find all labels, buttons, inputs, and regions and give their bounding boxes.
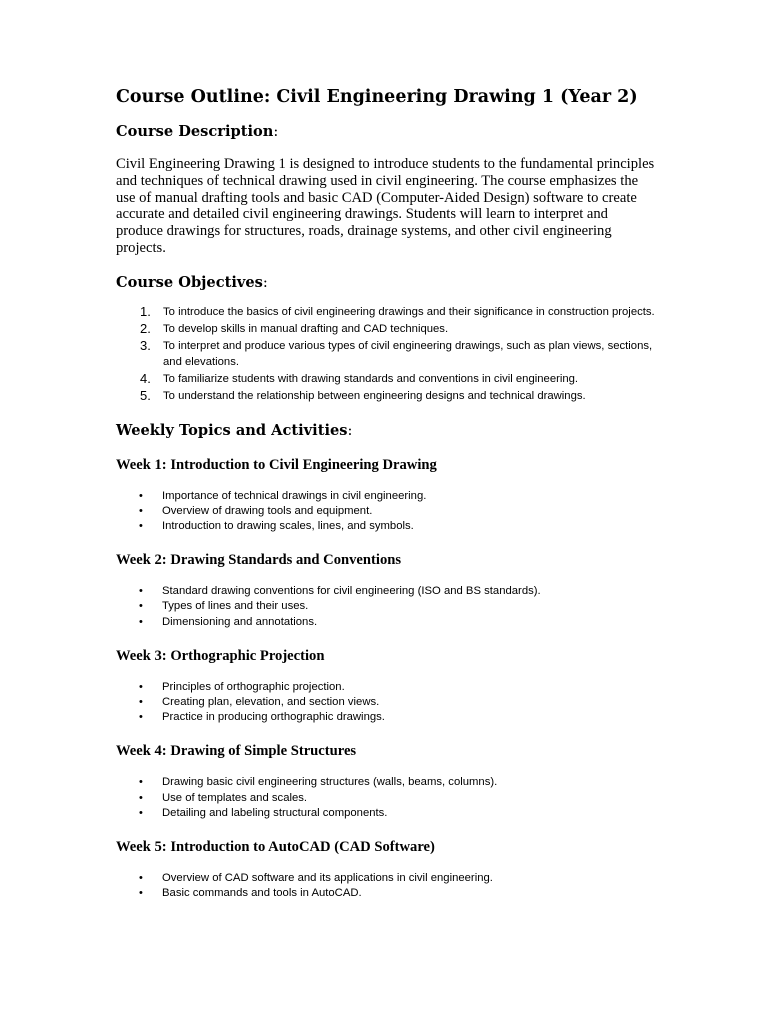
document-content [116, 86, 656, 901]
list-item [116, 775, 656, 790]
objective-item [116, 339, 656, 370]
list-item [116, 710, 656, 725]
topic-text: Overview of drawing tools and equipment. [162, 504, 373, 517]
list-item [116, 489, 656, 504]
week-5-title: Week 5: Introduction to AutoCAD (CAD Software) [116, 839, 435, 855]
topic-text: Introduction to drawing scales, lines, and symbols. [162, 519, 414, 532]
week-4-title: Week 4: Drawing of Simple Structures [116, 743, 357, 760]
topic-text: Principles of orthographic projection. [162, 680, 345, 693]
topic-text: Overview of CAD software and its applications in civil engineering. [162, 872, 493, 884]
bullet-icon: • [139, 504, 143, 517]
week-3-topics [116, 680, 656, 726]
objective-number: 4. [140, 370, 151, 386]
week-2-title: Week 2: Drawing Standards and Conventions [116, 552, 402, 569]
bullet-icon: • [139, 615, 143, 628]
objective-item [116, 389, 656, 404]
list-item [116, 599, 656, 614]
page-title: Course Outline: Civil Engineering Drawing 1 (Year 2) [116, 87, 638, 107]
topic-text: Detailing and labeling structural components. [162, 806, 388, 819]
bullet-icon: • [139, 806, 143, 819]
bullet-icon: • [139, 680, 143, 693]
topic-text: Use of templates and scales. [162, 791, 308, 804]
list-item [116, 806, 656, 821]
objective-text: To understand the relationship between engineering designs and technical drawings. [163, 390, 586, 403]
list-item [116, 584, 656, 599]
week-4-topics [116, 775, 656, 821]
description-heading: Course Description: [116, 123, 279, 140]
list-item [116, 504, 656, 519]
objectives-list [116, 305, 656, 405]
week-3-title: Week 3: Orthographic Projection [116, 647, 325, 664]
topic-text: Importance of technical drawings in civil engineering. [162, 489, 427, 502]
description-text: Civil Engineering Drawing 1 is designed to introduce students to the fundamental principles and techniques of technical drawing used in civil engineering. The course emphasizes the use of manual drafting tools and basic CAD (Computer-Aided Design) software to create accurate and detailed civil engineering drawings. Students will learn to interpret and produce drawings for structures, roads, drainage systems, and other civil engineering projects. [116, 156, 655, 256]
objective-text: To interpret and produce various types of civil engineering drawings, such as plan views, sections, and elevations. [163, 340, 653, 368]
topic-text: Creating plan, elevation, and section views. [162, 695, 380, 708]
bullet-icon: • [139, 585, 143, 598]
topic-text: Practice in producing orthographic drawings. [162, 711, 385, 724]
topic-text: Basic commands and tools in AutoCAD. [162, 887, 362, 900]
bullet-icon: • [139, 600, 143, 613]
bullet-icon: • [139, 887, 143, 900]
objective-item [116, 305, 656, 320]
topic-text: Drawing basic civil engineering structures (walls, beams, columns). [162, 776, 498, 789]
weekly-heading: Weekly Topics and Activities: [116, 421, 353, 439]
objective-text: To familiarize students with drawing standards and conventions in civil engineering. [163, 372, 579, 385]
topic-text: Dimensioning and annotations. [162, 615, 318, 628]
bullet-icon: • [139, 872, 143, 884]
description-heading-text: Course Description [116, 123, 274, 140]
bullet-icon: • [139, 519, 143, 532]
objectives-heading-text: Course Objectives [116, 273, 263, 291]
topic-text: Types of lines and their uses. [162, 600, 309, 613]
objective-text: To introduce the basics of civil engineering drawings and their significance in construction projects. [163, 305, 655, 318]
list-item [116, 791, 656, 806]
week-1-topics [116, 489, 656, 535]
objectives-heading: Course Objectives: [116, 273, 268, 291]
week-2-topics [116, 584, 656, 630]
bullet-icon: • [139, 489, 143, 502]
list-item [116, 886, 656, 901]
objective-number: 2. [140, 321, 151, 337]
objective-item [116, 372, 656, 387]
list-item [116, 680, 656, 695]
bullet-icon: • [139, 776, 143, 789]
week-5-topics [116, 871, 656, 901]
bullet-icon: • [139, 695, 143, 708]
list-item [116, 615, 656, 630]
list-item [116, 695, 656, 710]
objective-number: 1. [140, 303, 151, 319]
objective-text: To develop skills in manual drafting and CAD techniques. [163, 323, 449, 336]
topic-text: Standard drawing conventions for civil engineering (ISO and BS standards). [162, 585, 541, 598]
weekly-heading-text: Weekly Topics and Activities [116, 421, 348, 439]
week-1-title: Week 1: Introduction to Civil Engineering Drawing [116, 456, 437, 473]
list-item [116, 519, 656, 534]
objective-item [116, 322, 656, 337]
objective-number: 5. [140, 388, 151, 404]
bullet-icon: • [139, 711, 143, 724]
bullet-icon: • [139, 791, 143, 804]
objective-number: 3. [140, 338, 151, 354]
list-item [116, 871, 656, 886]
